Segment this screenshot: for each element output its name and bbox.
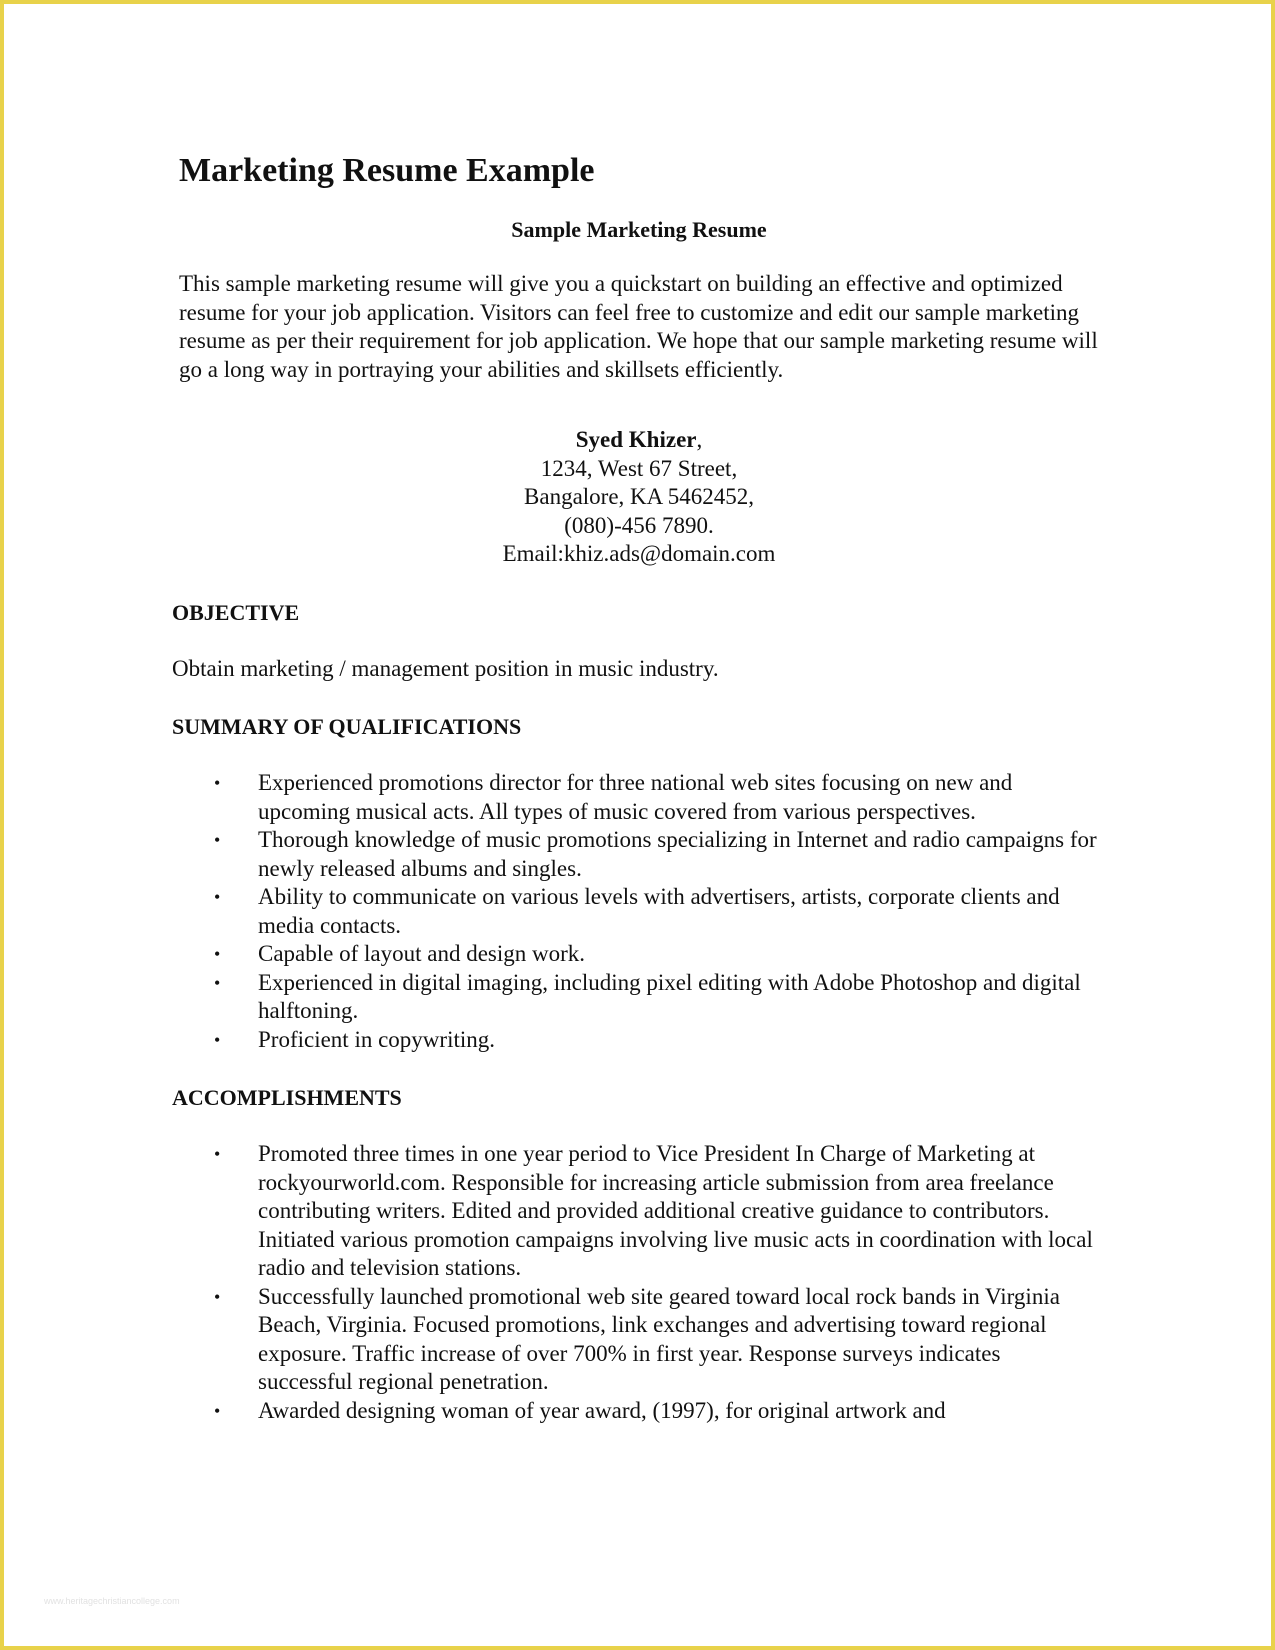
list-item: • Experienced in digital imaging, including pixel editing with Adobe Photoshop and digital halftoning. [214, 969, 1081, 1023]
contact-email: Email:khiz.ads@domain.com [502, 541, 776, 566]
contact-phone: (080)-456 7890. [564, 512, 714, 538]
intro-paragraph: This sample marketing resume will give you a quickstart on building an effective and optimized resume for your job application. Visitors can feel free to customize and edit our sample marketing resume as per their requirement for job application. We hope that our sample marketing resume will go a long way in portraying your abilities and skillsets efficiently. [179, 271, 1098, 382]
list-item: • Ability to communicate on various levels with advertisers, artists, corporate clients and media contacts. [214, 884, 1060, 938]
bullet-icon: • [214, 1029, 221, 1050]
list-item: • Experienced promotions director for three national web sites focusing on new and upcoming musical acts. All types of music covered from various perspectives. [214, 770, 1013, 824]
list-item: • Promoted three times in one year period to Vice President In Charge of Marketing at rockyourworld.com. Responsible for increasing article submission from area freelance contributing writers. Edited and provided additional creative guidance to contributors. Initiated various promotion campaigns involving live music acts in coordination with local radio and television stations. [214, 1141, 1093, 1280]
contact-name-suffix: , [696, 427, 703, 452]
contact-block [179, 426, 1099, 569]
bullet-icon: • [214, 1144, 221, 1164]
document-title: Marketing Resume Example [179, 152, 595, 189]
bullet-icon: • [214, 887, 221, 907]
bullet-icon: • [214, 1400, 221, 1421]
qualifications-heading: SUMMARY OF QUALIFICATIONS [172, 714, 522, 739]
list-item: • Proficient in copywriting. [179, 1026, 1099, 1055]
resume-content [172, 150, 1099, 1425]
contact-street: 1234, West 67 Street, [540, 455, 738, 481]
objective-heading: OBJECTIVE [172, 599, 300, 625]
objective-text: Obtain marketing / management position in music industry. [172, 655, 719, 681]
bullet-icon: • [214, 972, 221, 993]
bullet-icon: • [214, 830, 221, 850]
qualifications-list [179, 769, 1099, 1054]
contact-name: Syed Khizer [575, 427, 697, 452]
accomplishments-heading: ACCOMPLISHMENTS [172, 1085, 402, 1110]
contact-city: Bangalore, KA 5462452, [524, 484, 754, 509]
list-item: • Awarded designing woman of year award, (1997), for original artwork and [179, 1397, 1099, 1426]
document-subtitle: Sample Marketing Resume [511, 217, 767, 242]
bullet-icon: • [214, 944, 221, 964]
watermark: www.heritagechristiancollege.com [44, 1596, 180, 1606]
accomplishments-list [179, 1140, 1099, 1425]
bullet-icon: • [214, 1286, 221, 1307]
bullet-icon: • [214, 773, 221, 793]
list-item: • Thorough knowledge of music promotions specializing in Internet and radio campaigns for newly released albums and singles. [214, 827, 1097, 881]
list-item: • Successfully launched promotional web site geared toward local rock bands in Virginia Beach, Virginia. Focused promotions, link exchanges and advertising toward regional exposure. Traffic increase of over 700% in first year. Response surveys indicates successful regional penetration. [214, 1283, 1060, 1394]
list-item: • Capable of layout and design work. [179, 940, 1099, 969]
contact-name-line [179, 426, 1099, 455]
